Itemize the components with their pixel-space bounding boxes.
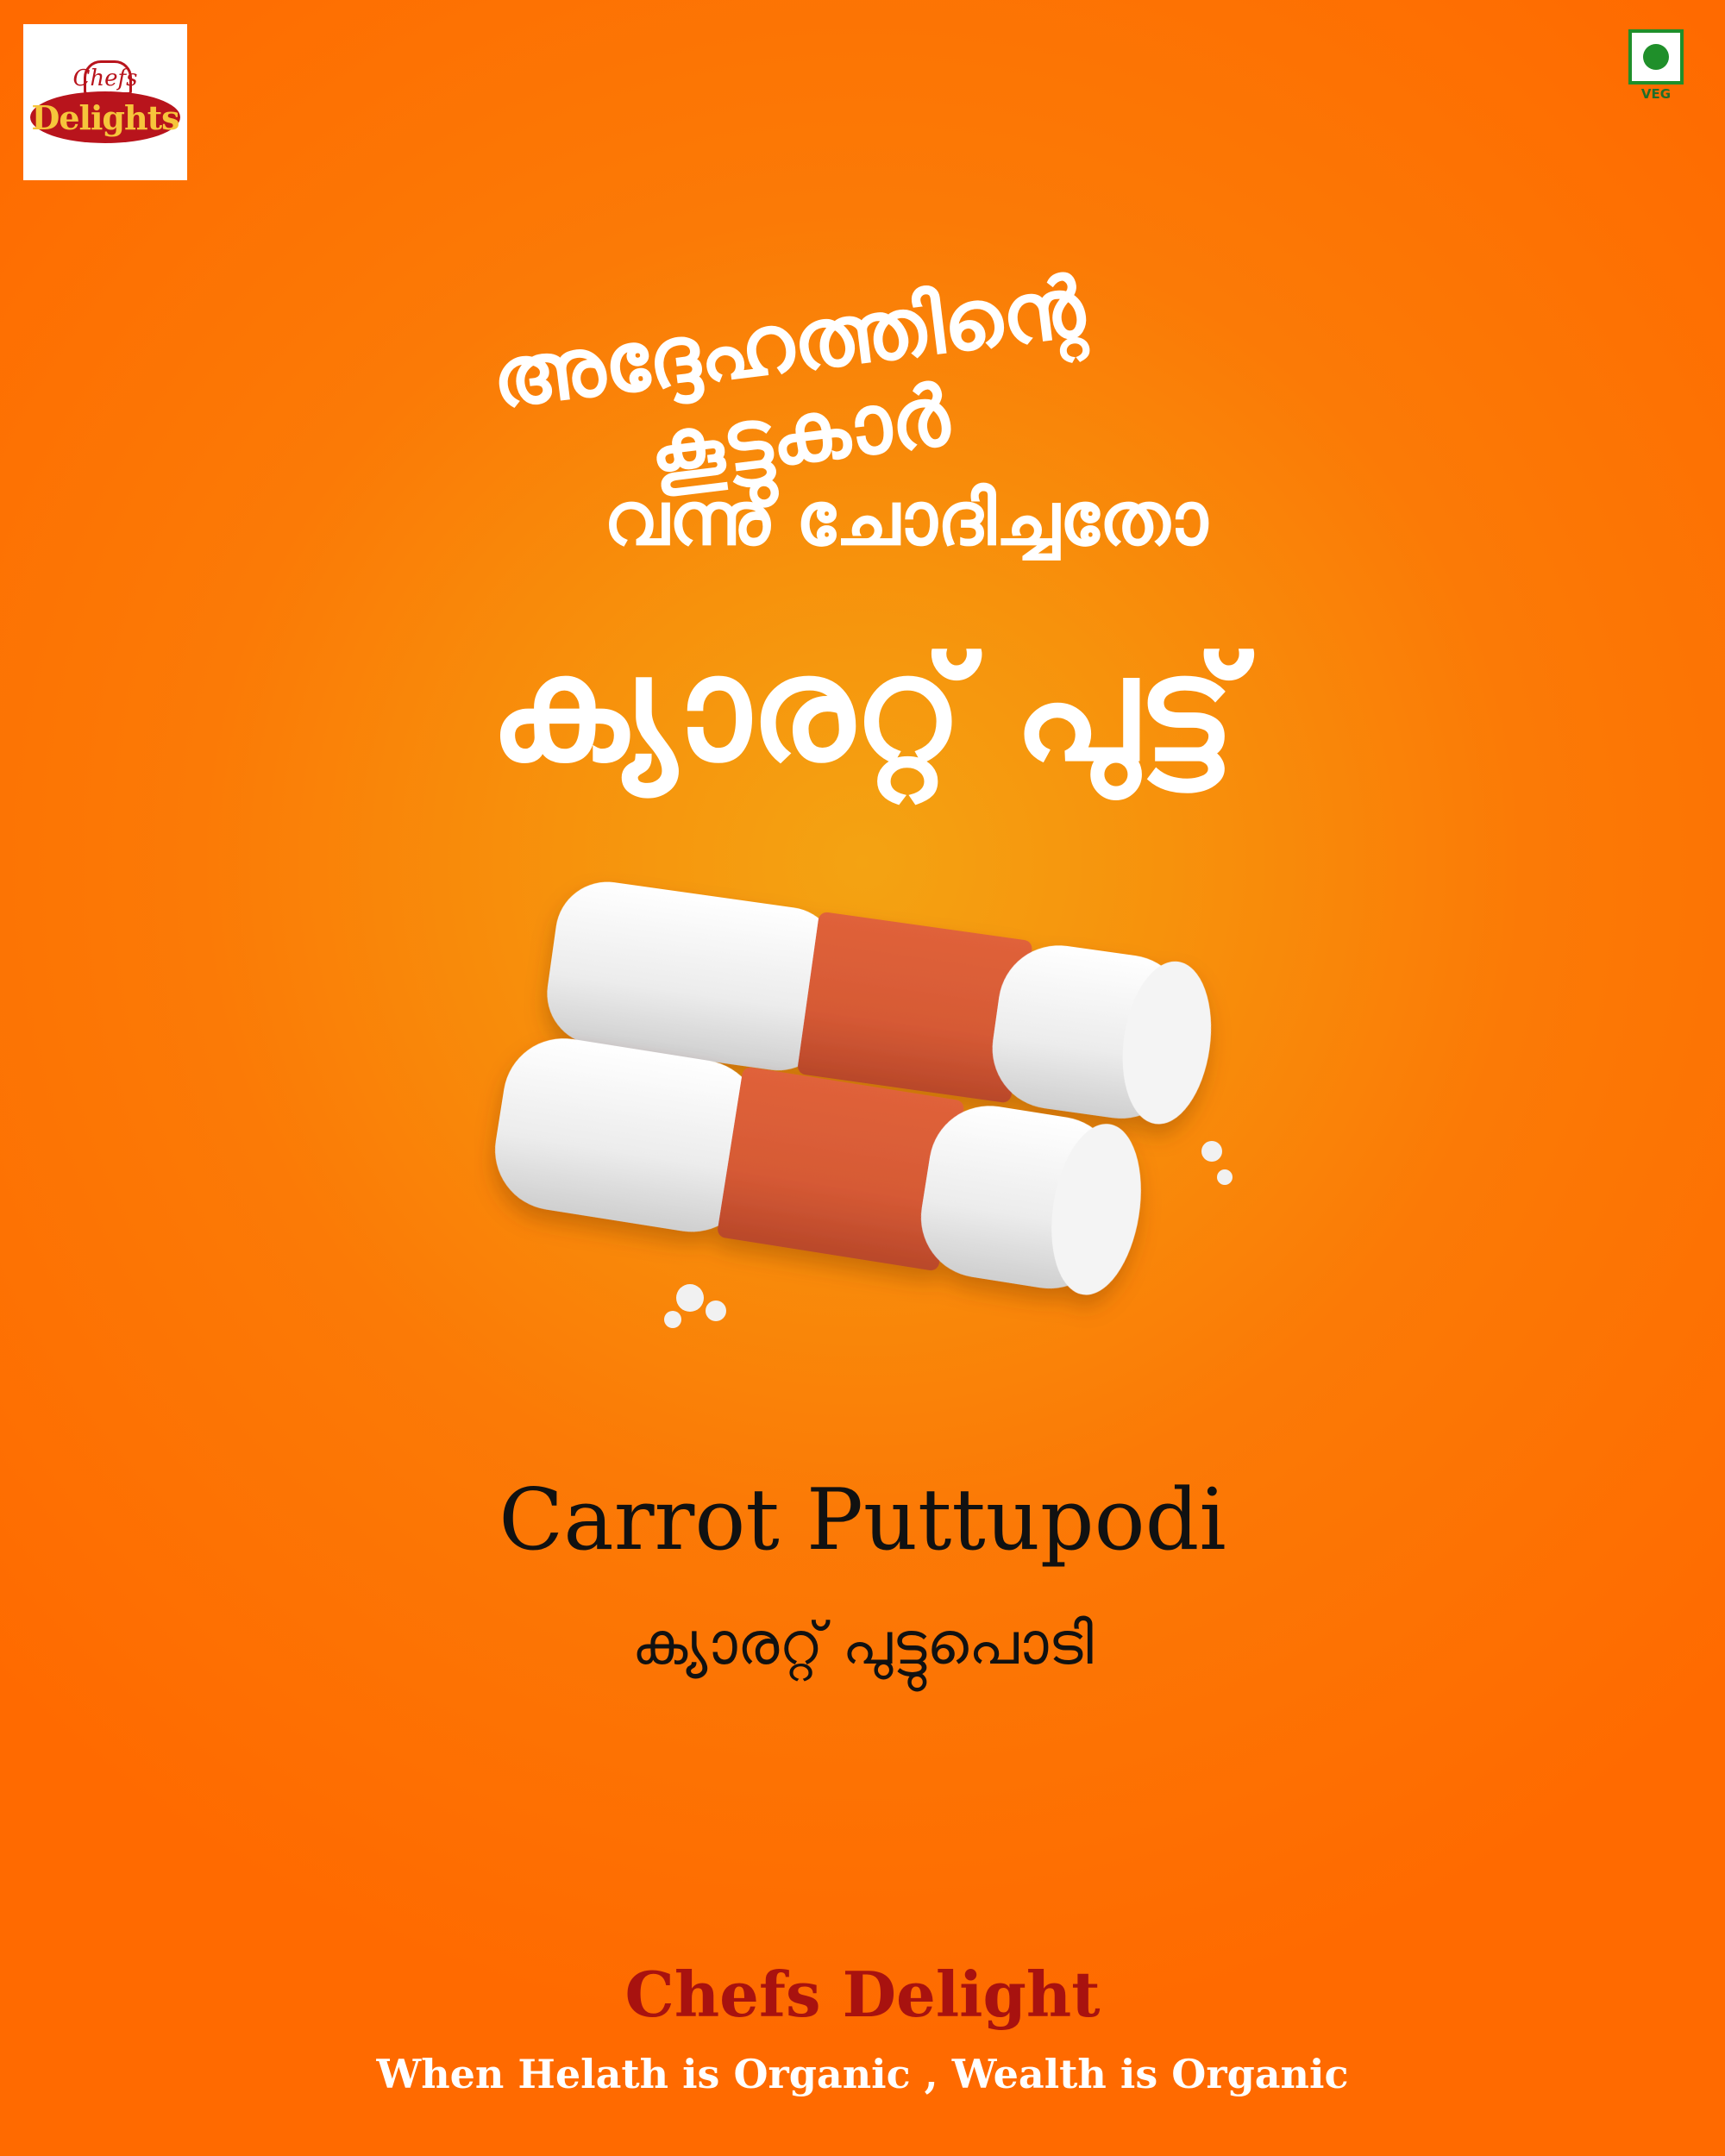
tagline-line-2: വന്നു ചോദിച്ചതോ	[604, 476, 1208, 562]
brand-logo	[23, 24, 187, 180]
puttu-image	[474, 867, 1251, 1401]
veg-mark-icon	[1628, 29, 1684, 85]
logo-script-text: Chefs	[72, 66, 138, 91]
product-name-english: Carrot Puttupodi	[499, 1471, 1226, 1570]
footer-brand: Chefs Delight	[624, 1958, 1101, 2031]
headline: ക്യാരറ്റ് പുട്ട്	[489, 624, 1236, 793]
tagline-line-1: അദ്ദേഹത്തിന്റെ കൂട്ടുകാർ	[486, 258, 1089, 500]
logo-brand-text: Delights	[31, 98, 179, 137]
veg-dot	[1643, 44, 1669, 70]
product-name-malayalam: ക്യാരറ്റ് പുട്ടുപൊടി	[631, 1610, 1094, 1678]
footer-slogan: When Helath is Organic , Wealth is Organic	[376, 2051, 1349, 2097]
veg-label: VEG	[1640, 86, 1672, 102]
